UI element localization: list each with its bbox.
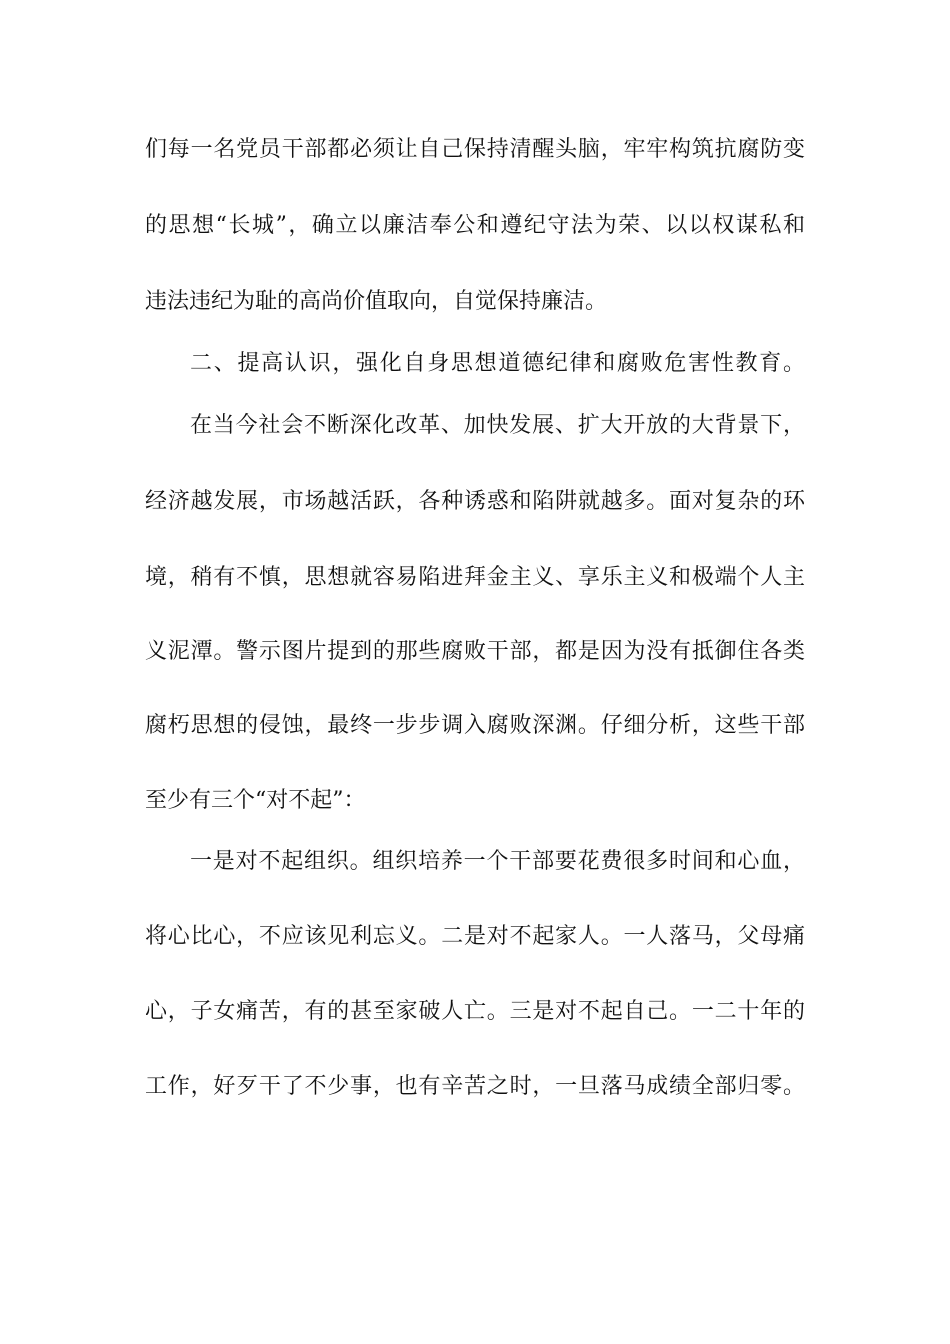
- paragraph-line: 境，稍有不慎，思想就容易陷进拜金主义、享乐主义和极端个人主: [145, 565, 805, 590]
- paragraph-line: 工作，好歹干了不少事，也有辛苦之时，一旦落马成绩全部归零。: [145, 1074, 805, 1099]
- section-heading: 二、提高认识，强化自身思想道德纪律和腐败危害性教育。: [190, 351, 805, 376]
- paragraph-line: 的思想“长城”，确立以廉洁奉公和遵纪守法为荣、以以权谋私和: [145, 213, 805, 238]
- paragraph-line: 经济越发展，市场越活跃，各种诱惑和陷阱就越多。面对复杂的环: [145, 489, 805, 514]
- paragraph-line: 一是对不起组织。组织培养一个干部要花费很多时间和心血，: [190, 849, 805, 874]
- paragraph-line: 们每一名党员干部都必须让自己保持清醒头脑，牢牢构筑抗腐防变: [145, 137, 805, 162]
- paragraph-line: 义泥潭。警示图片提到的那些腐败干部，都是因为没有抵御住各类: [145, 639, 805, 664]
- paragraph-line: 违法违纪为耻的高尚价值取向，自觉保持廉洁。: [145, 289, 608, 314]
- paragraph-line: 心，子女痛苦，有的甚至家破人亡。三是对不起自己。一二十年的: [145, 999, 805, 1024]
- paragraph-line: 在当今社会不断深化改革、加快发展、扩大开放的大背景下，: [190, 413, 805, 438]
- paragraph-line: 至少有三个“对不起”：: [145, 788, 366, 813]
- paragraph-line: 将心比心，不应该见利忘义。二是对不起家人。一人落马，父母痛: [145, 924, 805, 949]
- paragraph-line: 腐朽思想的侵蚀，最终一步步调入腐败深渊。仔细分析，这些干部: [145, 713, 805, 738]
